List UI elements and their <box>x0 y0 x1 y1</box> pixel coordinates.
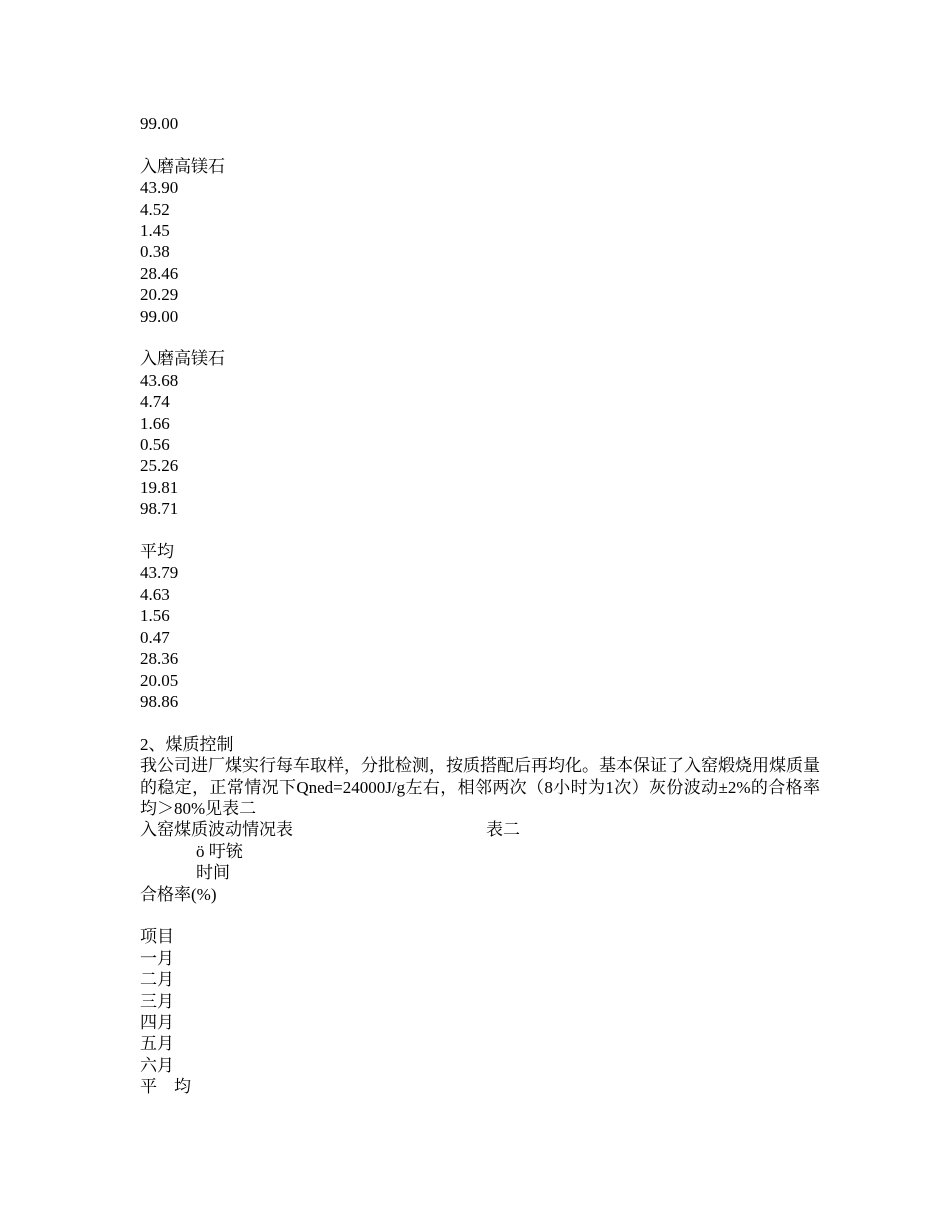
block-label: 平均 <box>140 542 174 562</box>
table-month: 六月 <box>140 1055 174 1075</box>
blank-line <box>140 327 820 348</box>
table-number: 表二 <box>486 820 520 840</box>
table-caption-row <box>140 819 820 840</box>
value-line: 28.46 <box>140 263 179 283</box>
data-block-2 <box>140 348 820 519</box>
section-heading: 2、煤质控制 <box>140 734 234 754</box>
table-caption: 入窑煤质波动情况表 <box>140 820 293 840</box>
value-line: 1.56 <box>140 606 170 626</box>
table-header-cell: 合格率(%) <box>140 884 217 904</box>
value-line: 43.79 <box>140 563 179 583</box>
blank-line <box>140 520 820 541</box>
value-line: 1.45 <box>140 221 170 241</box>
table-month: 三月 <box>140 991 174 1011</box>
value-line: 98.71 <box>140 499 179 519</box>
data-block-average <box>140 541 820 712</box>
table-month: 五月 <box>140 1034 174 1054</box>
table-month: 四月 <box>140 1012 174 1032</box>
document-page <box>140 113 820 1098</box>
block-label: 入磨高镁石 <box>140 349 225 369</box>
block-label: 入磨高镁石 <box>140 156 225 176</box>
blank-line <box>140 712 820 733</box>
value-line: 20.29 <box>140 285 179 305</box>
section-paragraph: 我公司进厂煤实行每车取样，分批检测，按质搭配后再均化。基本保证了入窑煅烧用煤质量的稳定，正常情况下Qned=24000J/g左右，相邻两次（8小时为1次）灰份波动±2%的合格率均＞80%见表二 <box>140 756 820 818</box>
value-line: 20.05 <box>140 670 179 690</box>
table-header-cell: 时间 <box>196 863 230 883</box>
value-line: 4.52 <box>140 199 170 219</box>
data-block-1 <box>140 156 820 327</box>
value-line: 43.68 <box>140 370 179 390</box>
value-line: 0.56 <box>140 435 170 455</box>
value-line: 43.90 <box>140 178 179 198</box>
table-average-label: 平 均 <box>140 1077 191 1097</box>
value-line: 4.74 <box>140 392 170 412</box>
value-line: 0.38 <box>140 242 170 262</box>
value-line: 99.00 <box>140 306 179 326</box>
table-row-label: 项目 <box>140 927 174 947</box>
value-line: 0.47 <box>140 627 170 647</box>
blank-line <box>140 134 820 155</box>
table-month: 一月 <box>140 948 174 968</box>
table-month: 二月 <box>140 970 174 990</box>
value-line: 99.00 <box>140 114 179 133</box>
value-line: 28.36 <box>140 649 179 669</box>
value-line: 1.66 <box>140 413 170 433</box>
blank-line <box>140 905 820 926</box>
value-line: 4.63 <box>140 584 170 604</box>
value-line: 98.86 <box>140 691 179 711</box>
value-line: 25.26 <box>140 456 179 476</box>
table-header-cell: ö 吁铳 <box>196 841 243 861</box>
value-line: 19.81 <box>140 477 179 497</box>
